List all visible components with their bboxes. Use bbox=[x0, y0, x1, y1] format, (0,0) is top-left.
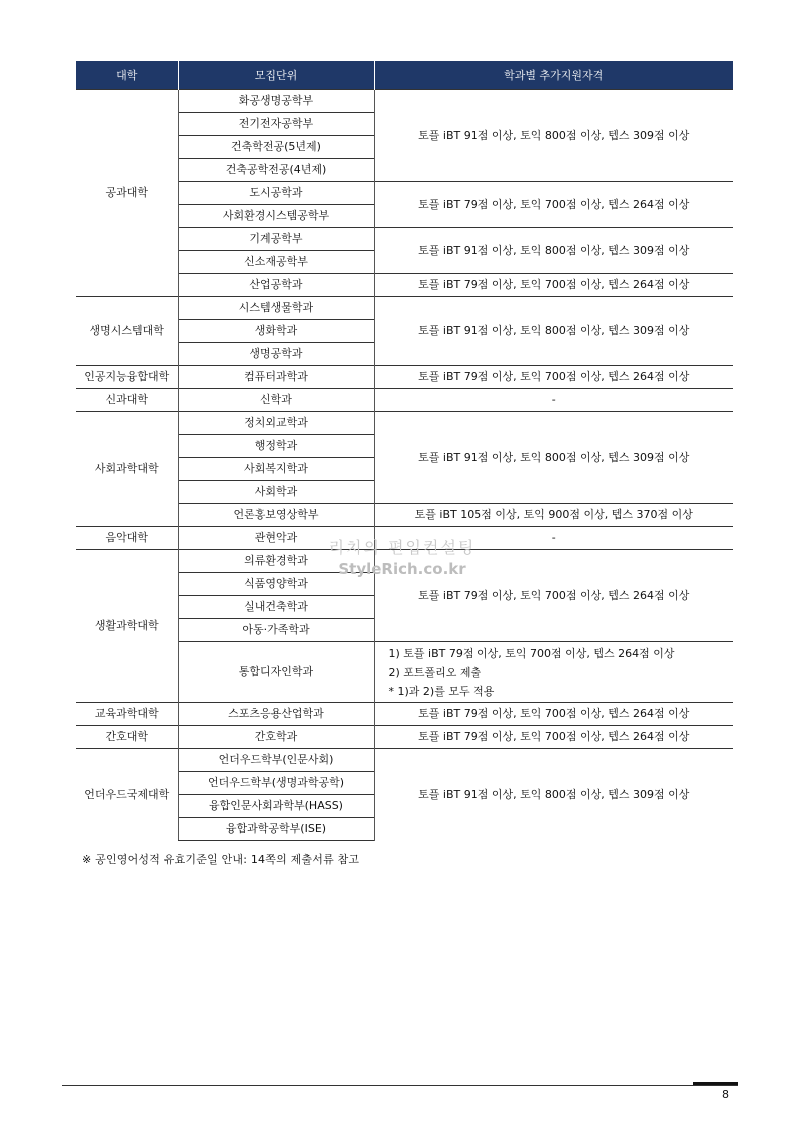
header-college: 대학 bbox=[76, 61, 178, 90]
unit-cell: 행정학과 bbox=[178, 435, 374, 458]
unit-cell: 사회학과 bbox=[178, 481, 374, 504]
college-cell: 음악대학 bbox=[76, 527, 178, 550]
unit-cell: 건축학전공(5년제) bbox=[178, 136, 374, 159]
requirement-cell: 토플 iBT 79점 이상, 토익 700점 이상, 텝스 264점 이상 bbox=[374, 550, 733, 642]
college-cell: 언더우드국제대학 bbox=[76, 749, 178, 841]
unit-cell: 언더우드학부(인문사회) bbox=[178, 749, 374, 772]
requirement-cell: 토플 iBT 91점 이상, 토익 800점 이상, 텝스 309점 이상 bbox=[374, 412, 733, 504]
unit-cell: 정치외교학과 bbox=[178, 412, 374, 435]
college-cell: 생활과학대학 bbox=[76, 550, 178, 703]
unit-cell: 언더우드학부(생명과학공학) bbox=[178, 772, 374, 795]
requirement-cell: 토플 iBT 91점 이상, 토익 800점 이상, 텝스 309점 이상 bbox=[374, 749, 733, 841]
requirement-cell: 토플 iBT 91점 이상, 토익 800점 이상, 텝스 309점 이상 bbox=[374, 90, 733, 182]
table-row bbox=[76, 703, 733, 726]
footnote: ※ 공인영어성적 유효기준일 안내: 14쪽의 제출서류 참고 bbox=[82, 853, 360, 866]
requirement-line: 1) 토플 iBT 79점 이상, 토익 700점 이상, 텝스 264점 이상 bbox=[388, 646, 675, 660]
unit-cell: 식품영양학과 bbox=[178, 573, 374, 596]
table-row bbox=[76, 297, 733, 320]
unit-cell: 건축공학전공(4년제) bbox=[178, 159, 374, 182]
requirement-cell: 토플 iBT 105점 이상, 토익 900점 이상, 텝스 370점 이상 bbox=[374, 504, 733, 527]
college-cell: 사회과학대학 bbox=[76, 412, 178, 527]
table-row bbox=[76, 749, 733, 772]
table-row bbox=[76, 389, 733, 412]
college-cell: 교육과학대학 bbox=[76, 703, 178, 726]
requirement-cell: 토플 iBT 79점 이상, 토익 700점 이상, 텝스 264점 이상 bbox=[374, 182, 733, 228]
unit-cell: 도시공학과 bbox=[178, 182, 374, 205]
requirement-cell: 토플 iBT 79점 이상, 토익 700점 이상, 텝스 264점 이상 bbox=[374, 726, 733, 749]
requirement-cell: - bbox=[374, 389, 733, 412]
requirement-line: 2) 포트폴리오 제출 bbox=[388, 665, 482, 679]
watermark-line1: 리치의 편입컨설팅 bbox=[328, 538, 476, 557]
unit-cell: 시스템생물학과 bbox=[178, 297, 374, 320]
requirement-cell: 토플 iBT 91점 이상, 토익 800점 이상, 텝스 309점 이상 bbox=[374, 297, 733, 366]
unit-cell: 통합디자인학과 bbox=[178, 642, 374, 703]
requirement-cell: 토플 iBT 91점 이상, 토익 800점 이상, 텝스 309점 이상 bbox=[374, 228, 733, 274]
college-cell: 인공지능융합대학 bbox=[76, 366, 178, 389]
table-row bbox=[76, 90, 733, 113]
unit-cell: 생화학과 bbox=[178, 320, 374, 343]
unit-cell: 산업공학과 bbox=[178, 274, 374, 297]
unit-cell: 간호학과 bbox=[178, 726, 374, 749]
unit-cell: 언론홍보영상학부 bbox=[178, 504, 374, 527]
requirement-cell: - bbox=[374, 527, 733, 550]
header-requirement: 학과별 추가지원자격 bbox=[374, 61, 733, 90]
unit-cell: 화공생명공학부 bbox=[178, 90, 374, 113]
page-number: 8 bbox=[722, 1088, 729, 1101]
unit-cell: 전기전자공학부 bbox=[178, 113, 374, 136]
table-body bbox=[76, 90, 733, 841]
college-cell: 공과대학 bbox=[76, 90, 178, 297]
table-row bbox=[76, 550, 733, 573]
unit-cell: 신소재공학부 bbox=[178, 251, 374, 274]
requirement-line: * 1)과 2)를 모두 적용 bbox=[388, 684, 495, 698]
unit-cell: 융합과학공학부(ISE) bbox=[178, 818, 374, 841]
unit-cell: 실내건축학과 bbox=[178, 596, 374, 619]
unit-cell: 관현악과 bbox=[178, 527, 374, 550]
table-row bbox=[76, 527, 733, 550]
unit-cell: 융합인문사회과학부(HASS) bbox=[178, 795, 374, 818]
footer-divider bbox=[62, 1085, 738, 1086]
footer-accent-bar bbox=[693, 1082, 738, 1085]
unit-cell: 아동·가족학과 bbox=[178, 619, 374, 642]
requirement-cell: 토플 iBT 79점 이상, 토익 700점 이상, 텝스 264점 이상 bbox=[374, 703, 733, 726]
requirement-cell bbox=[374, 642, 733, 703]
unit-cell: 사회환경시스템공학부 bbox=[178, 205, 374, 228]
unit-cell: 스포츠응용산업학과 bbox=[178, 703, 374, 726]
unit-cell: 생명공학과 bbox=[178, 343, 374, 366]
unit-cell: 컴퓨터과학과 bbox=[178, 366, 374, 389]
unit-cell: 사회복지학과 bbox=[178, 458, 374, 481]
requirements-table bbox=[76, 61, 733, 841]
unit-cell: 기계공학부 bbox=[178, 228, 374, 251]
college-cell: 신과대학 bbox=[76, 389, 178, 412]
college-cell: 간호대학 bbox=[76, 726, 178, 749]
college-cell: 생명시스템대학 bbox=[76, 297, 178, 366]
table-row bbox=[76, 366, 733, 389]
table-row bbox=[76, 412, 733, 435]
table-row bbox=[76, 726, 733, 749]
header-unit: 모집단위 bbox=[178, 61, 374, 90]
table-header-row bbox=[76, 61, 733, 90]
unit-cell: 의류환경학과 bbox=[178, 550, 374, 573]
unit-cell: 신학과 bbox=[178, 389, 374, 412]
requirement-cell: 토플 iBT 79점 이상, 토익 700점 이상, 텝스 264점 이상 bbox=[374, 274, 733, 297]
watermark-line2: StyleRich.co.kr bbox=[338, 560, 466, 578]
requirement-cell: 토플 iBT 79점 이상, 토익 700점 이상, 텝스 264점 이상 bbox=[374, 366, 733, 389]
